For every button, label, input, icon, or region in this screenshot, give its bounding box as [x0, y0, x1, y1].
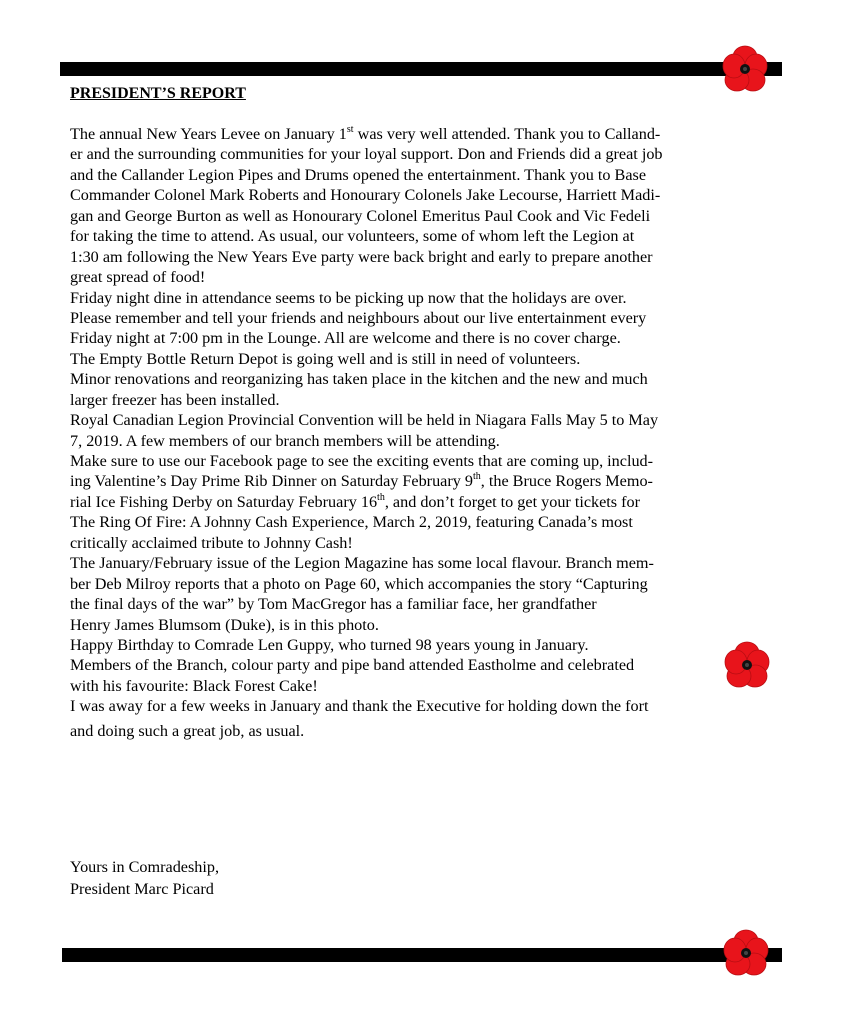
body-line: I was away for a few weeks in January and thank the Executive for holding down the fort	[70, 697, 649, 716]
body-line: and the Callander Legion Pipes and Drums opened the entertainment. Thank you to Base	[70, 165, 647, 184]
body-line: The Empty Bottle Return Depot is going well and is still in need of volunteers.	[70, 349, 581, 368]
body-line: the final days of the war” by Tom MacGregor has a familiar face, her grandfather	[70, 595, 597, 614]
body-line: Make sure to use our Facebook page to see the exciting events that are coming up, includ-	[70, 452, 654, 470]
body-line: Royal Canadian Legion Provincial Convention will be held in Niagara Falls May 5 to May	[70, 411, 659, 430]
body-line: 7, 2019. A few members of our branch members will be attending.	[70, 431, 500, 450]
body-line: Members of the Branch, colour party and pipe band attended Eastholme and celebrated	[70, 656, 635, 675]
body-line: ing Valentine’s Day Prime Rib Dinner on Saturday February 9th, the Bruce Rogers Memo-	[70, 471, 653, 491]
body-line: critically acclaimed tribute to Johnny Cash!	[70, 533, 353, 552]
bottom-divider-bar	[62, 948, 782, 962]
body-line: with his favourite: Black Forest Cake!	[70, 676, 318, 695]
top-divider-bar	[60, 62, 782, 76]
body-line: Happy Birthday to Comrade Len Guppy, who turned 98 years young in January.	[70, 635, 589, 654]
poppy-icon	[722, 640, 772, 690]
body-line: ber Deb Milroy reports that a photo on Page 60, which accompanies the story “Capturing	[70, 574, 648, 593]
body-line: Minor renovations and reorganizing has taken place in the kitchen and the new and much	[70, 370, 648, 389]
body-line: The Ring Of Fire: A Johnny Cash Experience, March 2, 2019, featuring Canada’s most	[70, 513, 633, 532]
body-line: Please remember and tell your friends and neighbours about our live entertainment every	[70, 308, 647, 327]
body-line: Friday night dine in attendance seems to be picking up now that the holidays are over.	[70, 288, 627, 307]
body-line: larger freezer has been installed.	[70, 390, 280, 409]
body-line: 1:30 am following the New Years Eve party were back bright and early to prepare another	[70, 247, 653, 266]
body-line: rial Ice Fishing Derby on Saturday February 16th, and don’t forget to get your tickets for	[70, 491, 641, 511]
poppy-icon	[720, 44, 770, 94]
poppy-icon	[721, 928, 771, 978]
signature-closing: Yours in Comradeship,	[70, 858, 219, 876]
signature-block	[70, 856, 219, 900]
body-line: The January/February issue of the Legion Magazine has some local flavour. Branch mem-	[70, 554, 654, 573]
body-line: er and the surrounding communities for your loyal support. Don and Friends did a great job	[70, 145, 663, 164]
body-line: for taking the time to attend. As usual, our volunteers, some of whom left the Legion at	[70, 227, 635, 246]
body-line: gan and George Burton as well as Honourary Colonel Emeritus Paul Cook and Vic Fedeli	[70, 206, 651, 225]
body-line: and doing such a great job, as usual.	[70, 721, 305, 740]
report-body	[70, 124, 785, 741]
body-line: Friday night at 7:00 pm in the Lounge. All are welcome and there is no cover charge.	[70, 329, 621, 348]
body-line: The annual New Years Levee on January 1st was very well attended. Thank you to Calland-	[70, 124, 661, 143]
body-line: Henry James Blumsom (Duke), is in this photo.	[70, 615, 379, 634]
signature-name: President Marc Picard	[70, 880, 214, 898]
body-line: Commander Colonel Mark Roberts and Honourary Colonels Jake Lecourse, Harriett Madi-	[70, 186, 661, 205]
body-line: great spread of food!	[70, 268, 206, 287]
report-title: PRESIDENT’S REPORT	[70, 85, 246, 102]
